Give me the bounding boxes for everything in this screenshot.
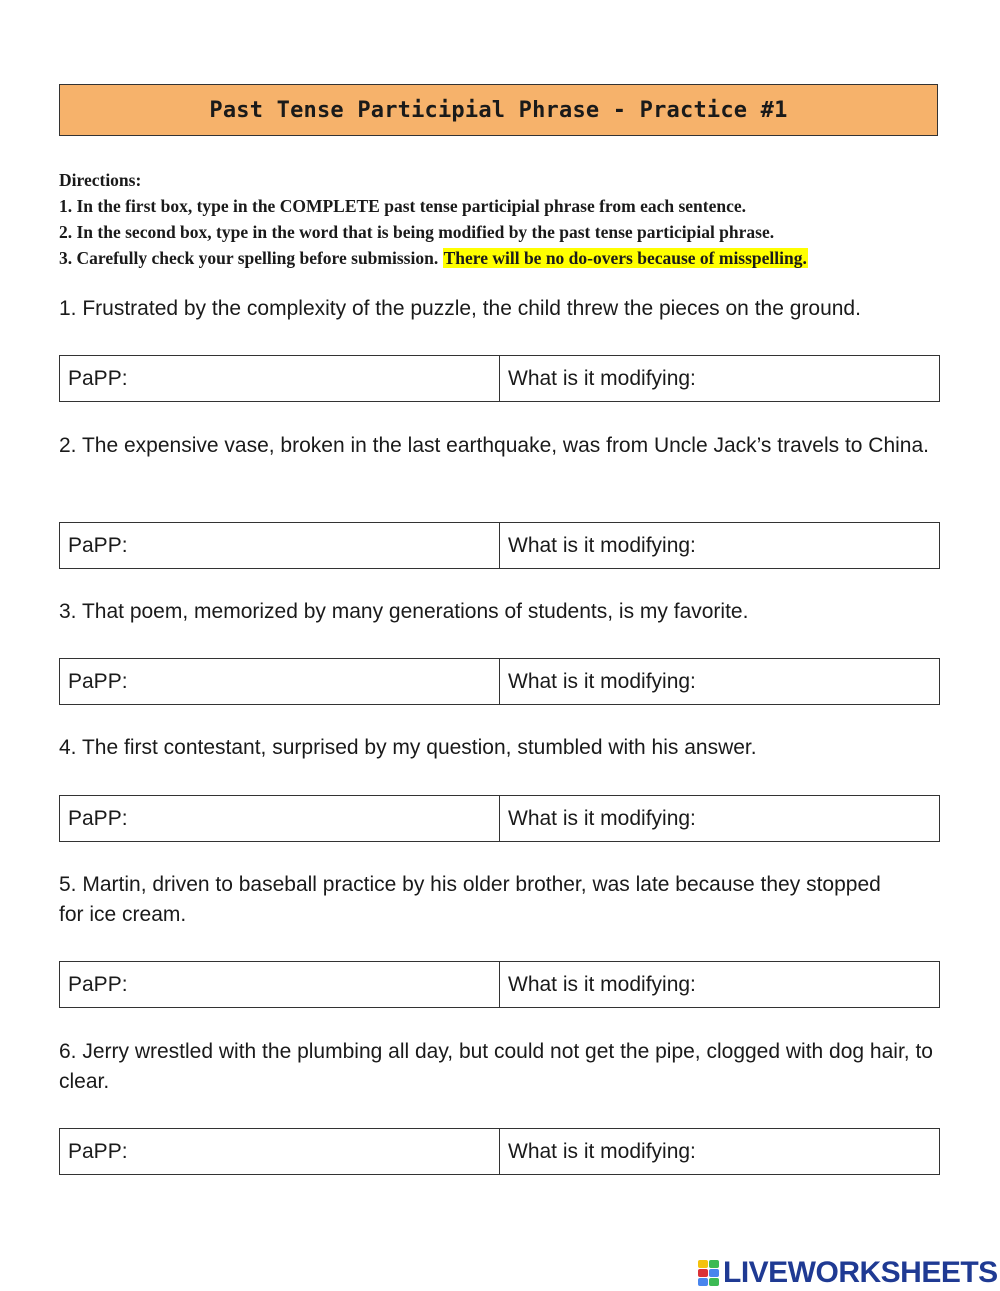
answer-row-6 bbox=[59, 1128, 940, 1175]
directions-line-3 bbox=[59, 245, 959, 271]
misspelling-warning: There will be no do-overs because of misspelling. bbox=[443, 248, 807, 268]
papp-input-1[interactable] bbox=[60, 356, 500, 401]
page-title: Past Tense Participial Phrase - Practice #1 bbox=[209, 97, 788, 123]
modifying-label: What is it modifying: bbox=[508, 1139, 696, 1163]
answer-row-5 bbox=[59, 961, 940, 1008]
directions-line-2: 2. In the second box, type in the word that is being modified by the past tense participial phrase. bbox=[59, 222, 775, 242]
answer-row-3 bbox=[59, 658, 940, 705]
question-4: 4. The first contestant, surprised by my question, stumbled with his answer. bbox=[59, 736, 757, 759]
title-banner bbox=[59, 84, 938, 136]
directions-block bbox=[59, 167, 959, 271]
papp-label: PaPP: bbox=[68, 806, 128, 830]
logo-text: LIVEWORKSHEETS bbox=[723, 1256, 998, 1289]
papp-label: PaPP: bbox=[68, 972, 128, 996]
papp-input-6[interactable] bbox=[60, 1129, 500, 1174]
modifying-label: What is it modifying: bbox=[508, 533, 696, 557]
modifying-input-5[interactable] bbox=[500, 962, 939, 1007]
papp-input-5[interactable] bbox=[60, 962, 500, 1007]
question-6: 6. Jerry wrestled with the plumbing all day, but could not get the pipe, clogged with dog hair, to clear. bbox=[59, 1040, 933, 1093]
answer-row-1 bbox=[59, 355, 940, 402]
directions-line-3-text: 3. Carefully check your spelling before submission. bbox=[59, 248, 439, 268]
liveworksheets-logo bbox=[698, 1256, 998, 1290]
papp-label: PaPP: bbox=[68, 1139, 128, 1163]
question-1: 1. Frustrated by the complexity of the puzzle, the child threw the pieces on the ground. bbox=[59, 297, 861, 320]
question-2: 2. The expensive vase, broken in the last earthquake, was from Uncle Jack’s travels to China. bbox=[59, 434, 930, 457]
modifying-label: What is it modifying: bbox=[508, 972, 696, 996]
papp-input-2[interactable] bbox=[60, 523, 500, 568]
papp-label: PaPP: bbox=[68, 366, 128, 390]
papp-label: PaPP: bbox=[68, 533, 128, 557]
modifying-label: What is it modifying: bbox=[508, 806, 696, 830]
question-5: 5. Martin, driven to baseball practice by his older brother, was late because they stopped for ice cream. bbox=[59, 873, 881, 926]
directions-line-1: 1. In the first box, type in the COMPLETE past tense participial phrase from each sentence. bbox=[59, 196, 747, 216]
modifying-input-1[interactable] bbox=[500, 356, 939, 401]
liveworksheets-logo-icon bbox=[698, 1260, 720, 1286]
modifying-input-6[interactable] bbox=[500, 1129, 939, 1174]
directions-heading: Directions: bbox=[59, 170, 142, 190]
answer-row-2 bbox=[59, 522, 940, 569]
modifying-label: What is it modifying: bbox=[508, 669, 696, 693]
question-3: 3. That poem, memorized by many generations of students, is my favorite. bbox=[59, 600, 749, 623]
papp-input-4[interactable] bbox=[60, 796, 500, 841]
modifying-label: What is it modifying: bbox=[508, 366, 696, 390]
papp-input-3[interactable] bbox=[60, 659, 500, 704]
answer-row-4 bbox=[59, 795, 940, 842]
papp-label: PaPP: bbox=[68, 669, 128, 693]
modifying-input-2[interactable] bbox=[500, 523, 939, 568]
modifying-input-4[interactable] bbox=[500, 796, 939, 841]
modifying-input-3[interactable] bbox=[500, 659, 939, 704]
